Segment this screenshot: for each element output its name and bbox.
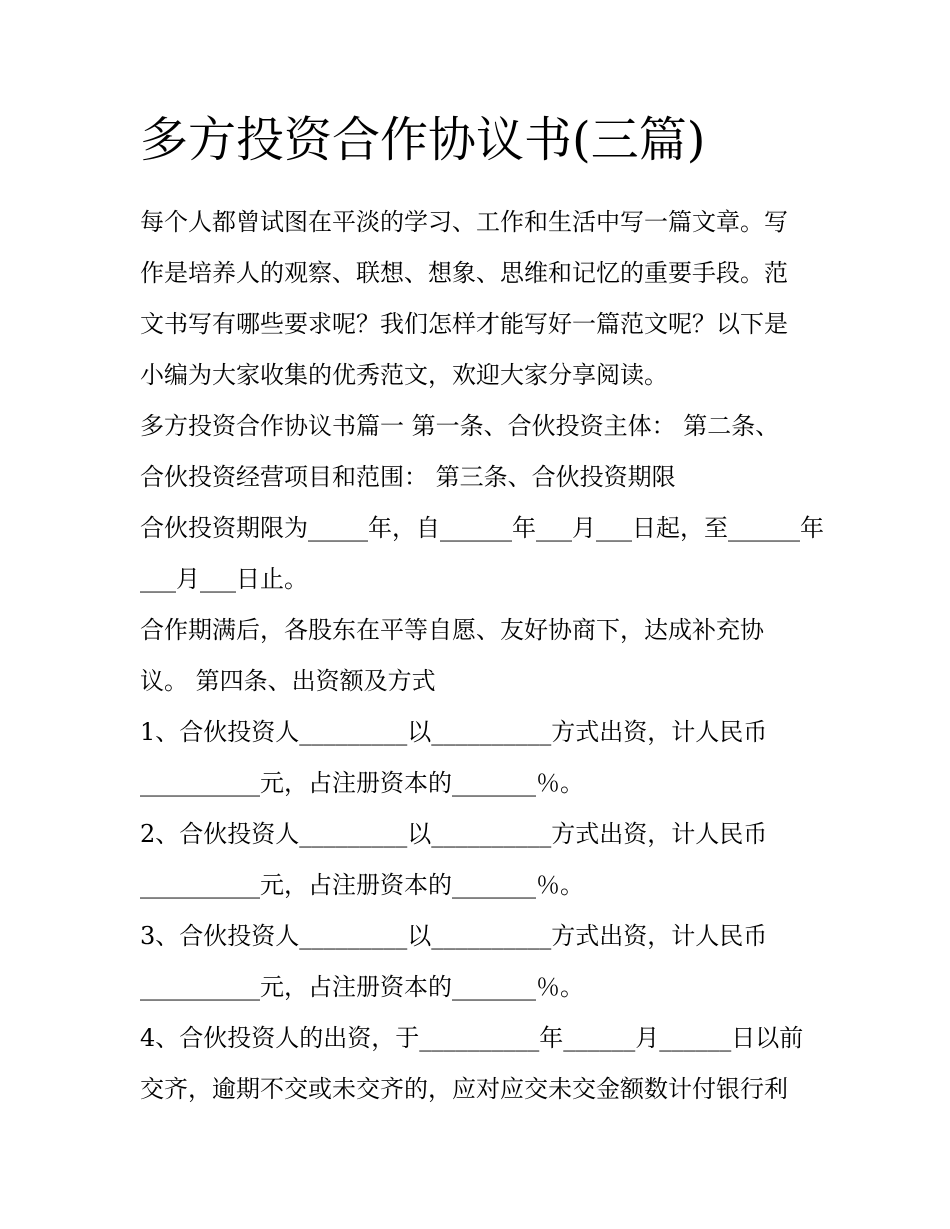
body-line-3: 文书写有哪些要求呢？我们怎样才能写好一篇范文呢？以下是 — [140, 310, 788, 338]
body-line-11: 1、合伙投资人_________以__________方式出资，计人民币 — [140, 718, 768, 746]
body-line-18: 交齐，逾期不交或未交齐的，应对应交未交金额数计付银行利 — [140, 1075, 788, 1103]
body-line-12: __________元，占注册资本的_______％。 — [140, 769, 584, 797]
body-line-14: __________元，占注册资本的_______％。 — [140, 871, 584, 899]
body-line-2: 作是培养人的观察、联想、想象、思维和记忆的重要手段。范 — [140, 259, 788, 287]
document-title: 多方投资合作协议书(三篇) — [140, 112, 706, 168]
body-line-13: 2、合伙投资人_________以__________方式出资，计人民币 — [140, 820, 768, 848]
body-line-9: 合作期满后，各股东在平等自愿、友好协商下，达成补充协 — [140, 616, 764, 644]
body-line-7: 合伙投资期限为_____年，自______年___月___日起，至______年 — [140, 514, 824, 542]
body-line-16: __________元，占注册资本的_______％。 — [140, 973, 584, 1001]
body-line-8: ___月___日止。 — [140, 565, 308, 593]
body-line-1: 每个人都曾试图在平淡的学习、工作和生活中写一篇文章。写 — [140, 208, 788, 236]
body-line-17: 4、合伙投资人的出资，于__________年______月______日以前 — [140, 1024, 804, 1052]
body-line-4: 小编为大家收集的优秀范文，欢迎大家分享阅读。 — [140, 361, 668, 389]
body-line-5: 多方投资合作协议书篇一 第一条、合伙投资主体： 第二条、 — [140, 412, 780, 440]
body-line-15: 3、合伙投资人_________以__________方式出资，计人民币 — [140, 922, 768, 950]
body-line-6: 合伙投资经营项目和范围： 第三条、合伙投资期限 — [140, 463, 676, 491]
body-line-10: 议。 第四条、出资额及方式 — [140, 667, 436, 695]
